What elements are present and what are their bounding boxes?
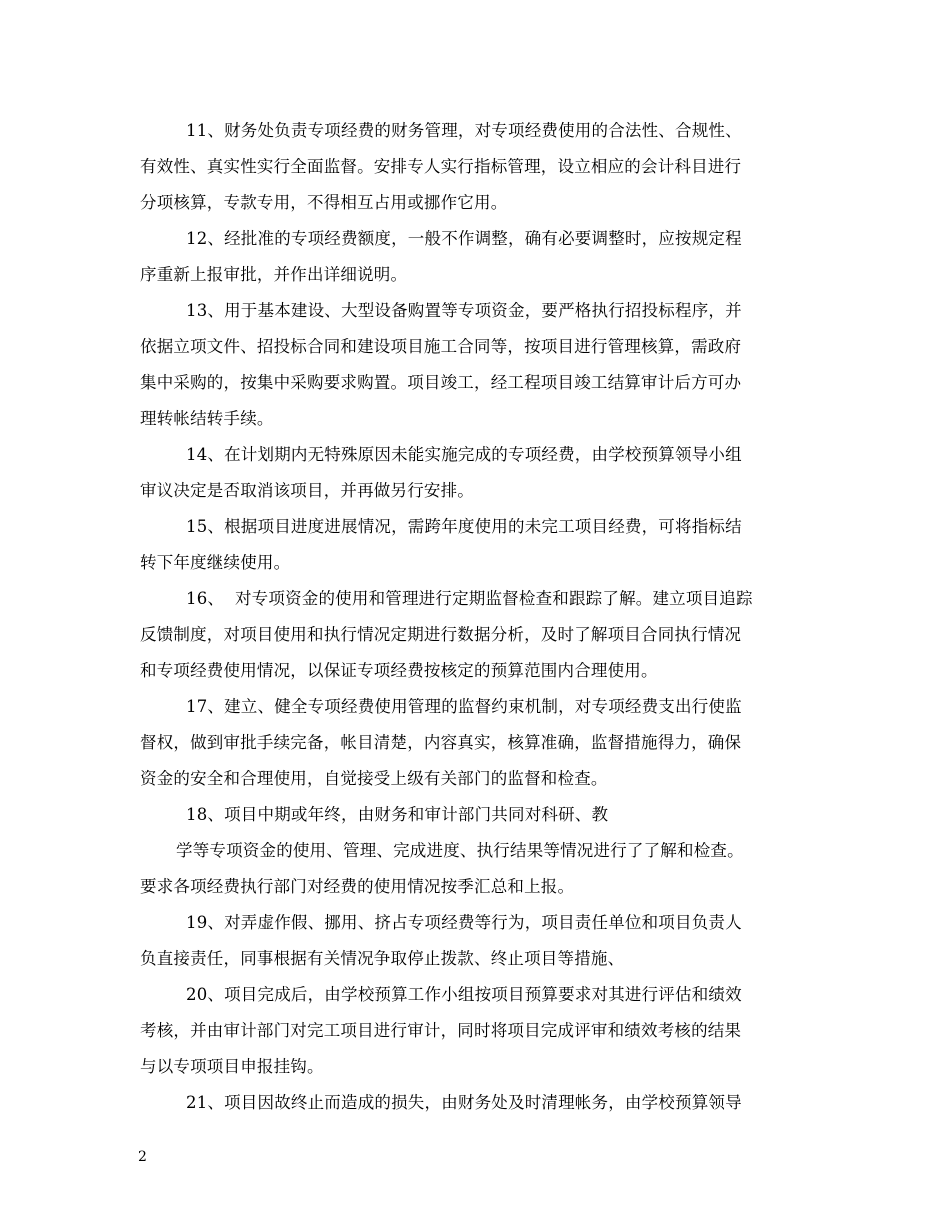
paragraph-line: 依据立项文件、招投标合同和建设项目施工合同等，按项目进行管理核算，需政府 — [140, 337, 742, 356]
paragraph-line: 学等专项资金的使用、管理、完成进度、执行结果等情况进行了了解和检查。 — [176, 841, 744, 860]
paragraph-line: 负直接责任，同事根据有关情况争取停止拨款、终止项目等措施、 — [140, 949, 625, 968]
paragraph-line: 反馈制度，对项目使用和执行情况定期进行数据分析，及时了解项目合同执行情况 — [140, 625, 742, 644]
paragraph-line: 13、用于基本建设、大型设备购置等专项资金，要严格执行招投标程序，并 — [186, 301, 742, 320]
paragraph-line: 19、对弄虚作假、挪用、挤占专项经费等行为，项目责任单位和项目负责人 — [186, 913, 742, 932]
paragraph-line: 21、项目因故终止而造成的损失，由财务处及时清理帐务，由学校预算领导 — [186, 1093, 742, 1112]
paragraph-line: 与以专项项目申报挂钩。 — [140, 1057, 324, 1076]
paragraph-line: 审议决定是否取消该项目，并再做另行安排。 — [140, 481, 474, 500]
paragraph-line: 18、项目中期或年终，由财务和审计部门共同对科研、教 — [186, 805, 609, 824]
paragraph-line: 序重新上报审批，并作出详细说明。 — [140, 265, 408, 284]
paragraph-line: 集中采购的，按集中采购要求购置。项目竣工，经工程项目竣工结算审计后方可办 — [140, 373, 742, 392]
paragraph-line: 理转帐结转手续。 — [140, 409, 274, 428]
paragraph-line: 分项核算，专款专用，不得相互占用或挪作它用。 — [140, 193, 508, 212]
paragraph-line: 16、 对专项资金的使用和管理进行定期监督检查和跟踪了解。建立项目追踪 — [186, 589, 753, 608]
paragraph-line: 督权，做到审批手续完备，帐目清楚，内容真实，核算准确，监督措施得力，确保 — [140, 733, 742, 752]
paragraph-line: 14、在计划期内无特殊原因未能实施完成的专项经费，由学校预算领导小组 — [186, 445, 742, 464]
paragraph-line: 要求各项经费执行部门对经费的使用情况按季汇总和上报。 — [140, 877, 575, 896]
paragraph-line: 20、项目完成后，由学校预算工作小组按项目预算要求对其进行评估和绩效 — [186, 985, 742, 1004]
page-number: 2 — [138, 1149, 147, 1165]
paragraph-line: 考核，并由审计部门对完工项目进行审计，同时将项目完成评审和绩效考核的结果 — [140, 1021, 742, 1040]
paragraph-line: 17、建立、健全专项经费使用管理的监督约束机制，对专项经费支出行使监 — [186, 697, 742, 716]
paragraph-line: 资金的安全和合理使用，自觉接受上级有关部门的监督和检查。 — [140, 769, 608, 788]
paragraph-line: 11、财务处负责专项经费的财务管理，对专项经费使用的合法性、合规性、 — [186, 121, 742, 140]
paragraph-line: 和专项经费使用情况，以保证专项经费按核定的预算范围内合理使用。 — [140, 661, 658, 680]
paragraph-line: 有效性、真实性实行全面监督。安排专人实行指标管理，设立相应的会计科目进行 — [140, 157, 742, 176]
paragraph-line: 转下年度继续使用。 — [140, 553, 291, 572]
paragraph-line: 15、根据项目进度进展情况，需跨年度使用的未完工项目经费，可将指标结 — [186, 517, 742, 536]
paragraph-line: 12、经批准的专项经费额度，一般不作调整，确有必要调整时，应按规定程 — [186, 229, 742, 248]
